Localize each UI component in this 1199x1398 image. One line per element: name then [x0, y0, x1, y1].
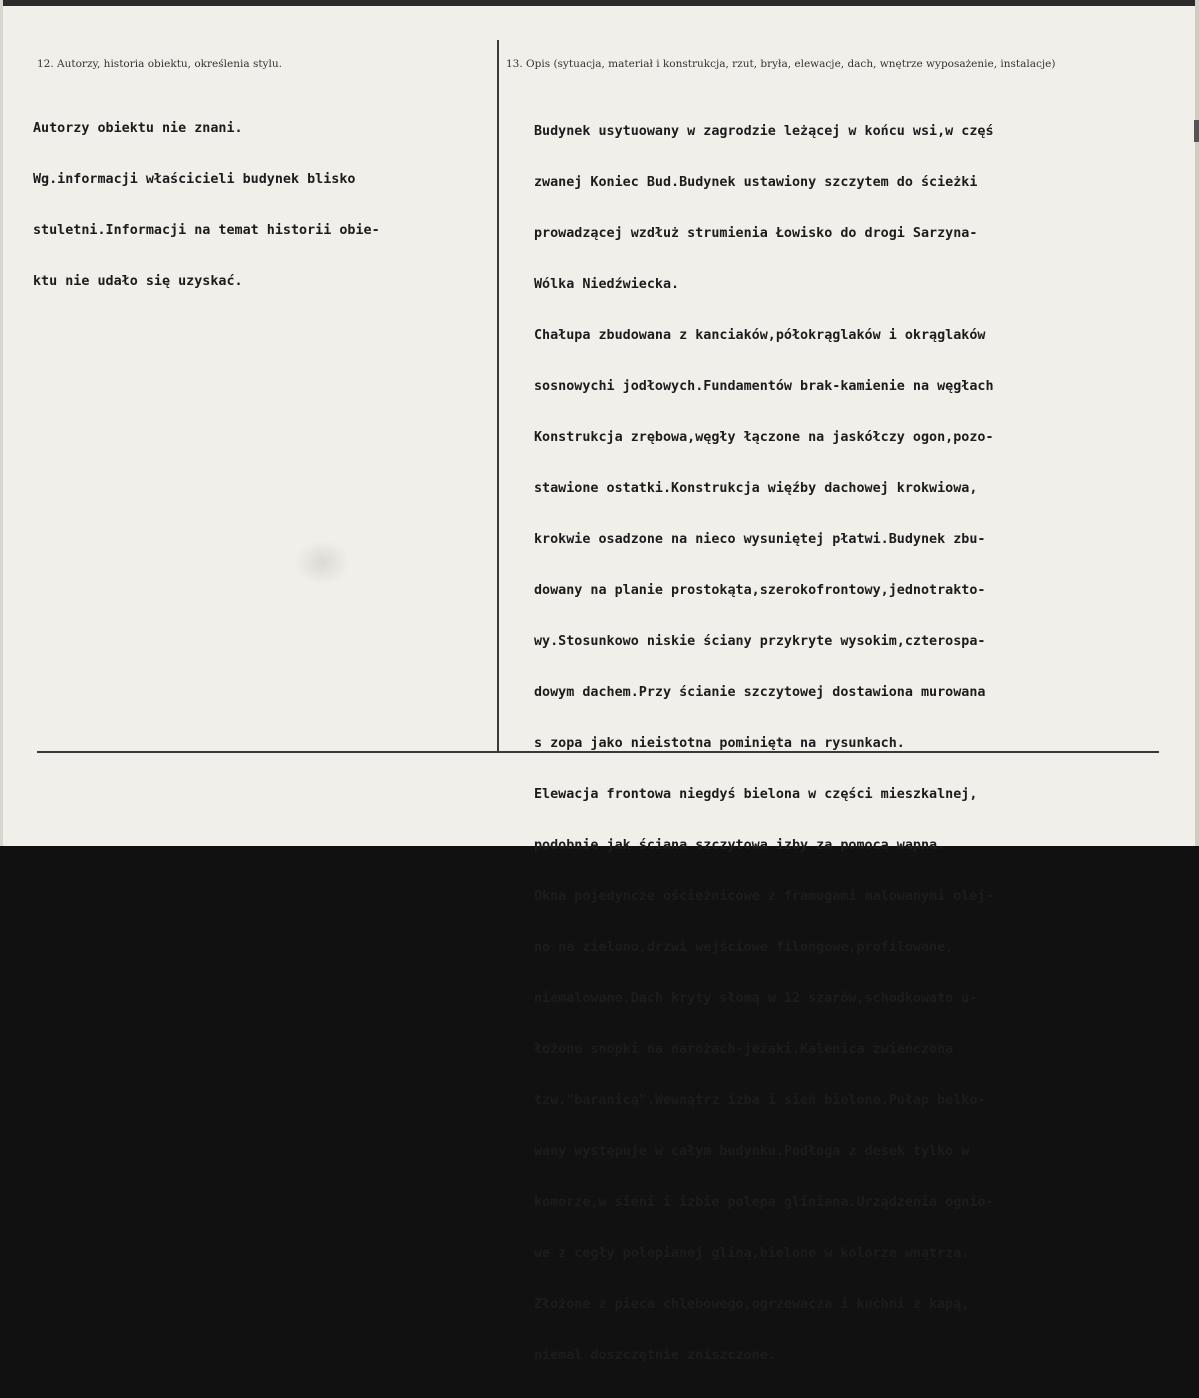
text-line: niemal doszczętnie zniszczone.	[534, 1348, 776, 1363]
text-line: Autorzy obiektu nie znani.	[33, 121, 243, 136]
text-line: Okna pojedyncze ościeżnicowe z framugami malowanymi olej-	[534, 889, 994, 904]
text-line: podobnie jak ściana szczytowa izby za pomocą wapna.	[534, 838, 946, 853]
text-line: niemalowane.Dach kryty słomą w 12 szarów,schodkowato u-	[534, 991, 978, 1006]
text-line: dowym dachem.Przy ścianie szczytowej dostawiona murowana	[534, 685, 986, 700]
text-line: Złożone z pieca chlebowego,ogrzewacza i kuchni z kapą,	[534, 1297, 970, 1312]
text-line: Wólka Niedźwiecka.	[534, 277, 680, 292]
text-line: zwanej Koniec Bud.Budynek ustawiony szczytem do ścieżki	[534, 175, 978, 190]
text-line: Budynek usytuowany w zagrodzie leżącej w końcu wsi,w częś	[534, 124, 994, 139]
column-divider	[497, 40, 499, 752]
text-line: Chałupa zbudowana z kanciaków,półokrąglaków i okrąglaków	[534, 328, 986, 343]
text-line: stuletni.Informacji na temat historii obie-	[33, 223, 380, 238]
section-12-header: 12. Autorzy, historia obiektu, określenia stylu.	[37, 58, 282, 70]
scan-edge-mark	[1194, 120, 1199, 142]
text-line: tzw."baranicą".Wewnątrz izba i sień bielone.Pułap belko-	[534, 1093, 986, 1108]
scan-left-edge	[0, 0, 3, 846]
text-line: wy.Stosunkowo niskie ściany przykryte wysokim,czterospa-	[534, 634, 986, 649]
text-line: stawione ostatki.Konstrukcja więźby dachowej krokwiowa,	[534, 481, 978, 496]
text-line: Wg.informacji właścicieli budynek blisko	[33, 172, 356, 187]
text-line: ktu nie udało się uzyskać.	[33, 274, 243, 289]
paper-smudge	[295, 540, 350, 585]
text-line: wany występuje w całym budynku.Podłoga z desek tylko w	[534, 1144, 970, 1159]
text-line: no na zielono,drzwi wejściowe filongowe,profilowane,	[534, 940, 954, 955]
section-13-text	[534, 89, 994, 1398]
text-line: łożone snopki na narożach-jeżaki.Kalenica zwieńczona	[534, 1042, 954, 1057]
text-line: we z cegły polepianej gliną,bielone w kolorze wnątrza.	[534, 1246, 970, 1261]
text-line: s zopa jako nieistotna pominięta na rysunkach.	[534, 736, 905, 751]
text-line: komorze,w sieni i izbie polepa gliniana.Urządzenia ognio-	[534, 1195, 994, 1210]
text-line: dowany na planie prostokąta,szerokofrontowy,jednotrakto-	[534, 583, 986, 598]
text-line: Elewacja frontowa niegdyś bielona w części mieszkalnej,	[534, 787, 978, 802]
text-line: krokwie osadzone na nieco wysuniętej płatwi.Budynek zbu-	[534, 532, 986, 547]
section-13-header: 13. Opis (sytuacja, materiał i konstrukcja, rzut, bryła, elewacje, dach, wnętrze wyposażenie, instalacje)	[506, 58, 1056, 70]
text-line: prowadzącej wzdłuż strumienia Łowisko do drogi Sarzyna-	[534, 226, 978, 241]
text-line: sosnowychi jodłowych.Fundamentów brak-kamienie na węgłach	[534, 379, 994, 394]
scan-top-border	[0, 0, 1199, 6]
section-12-text	[33, 86, 380, 324]
text-line: Konstrukcja zrębowa,węgły łączone na jaskółczy ogon,pozo-	[534, 430, 994, 445]
